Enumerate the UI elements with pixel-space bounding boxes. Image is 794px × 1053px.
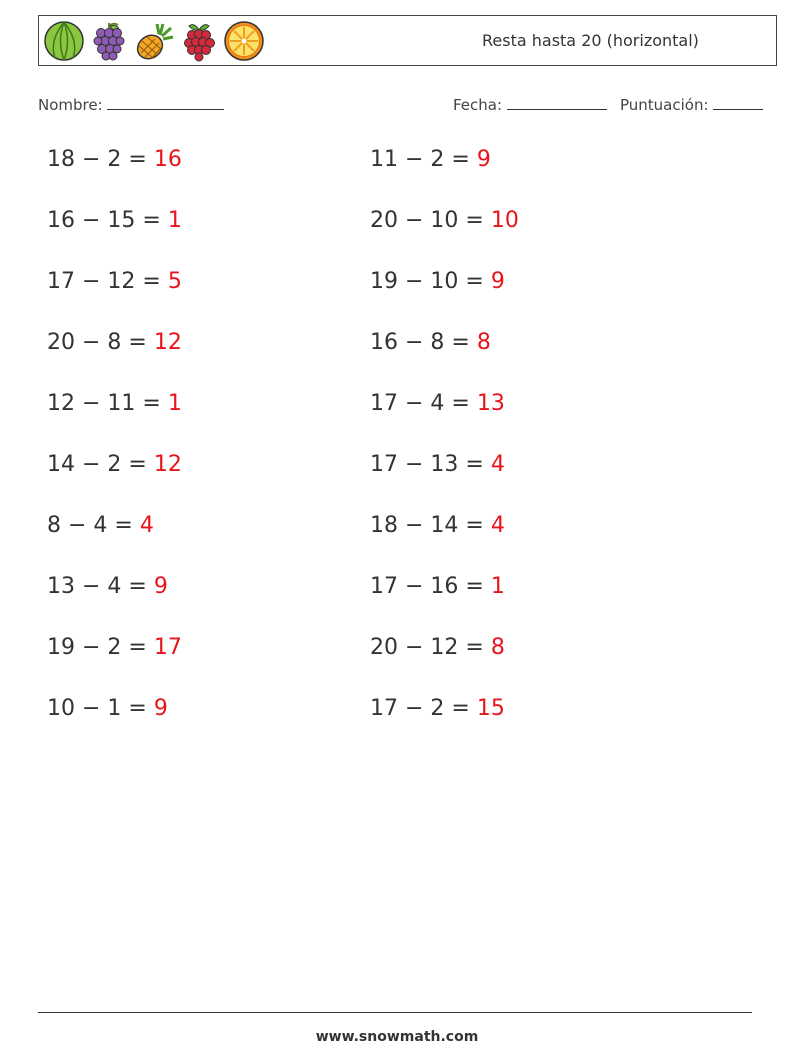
problem-item [47, 635, 182, 660]
problem-answer: 9 [476, 147, 491, 172]
problem-question: 16 − 15 = [47, 208, 161, 233]
problem-question: 17 − 16 = [370, 574, 484, 599]
problem-item [47, 513, 154, 538]
score-blank [713, 94, 763, 110]
problem-item [47, 269, 182, 294]
problem-item [370, 208, 519, 233]
problem-answer: 5 [167, 269, 182, 294]
date-field [453, 94, 607, 114]
raspberry-icon [178, 20, 220, 62]
problem-item [47, 208, 182, 233]
footer-url: www.snowmath.com [315, 1029, 479, 1045]
problem-item [47, 696, 168, 721]
worksheet-title: Resta hasta 20 (horizontal) [482, 31, 699, 50]
problem-answer: 16 [153, 147, 182, 172]
pineapple-icon [133, 20, 175, 62]
problem-answer: 9 [153, 574, 168, 599]
problem-item [370, 635, 505, 660]
problem-answer: 4 [490, 513, 505, 538]
problem-answer: 9 [153, 696, 168, 721]
problem-question: 10 − 1 = [47, 696, 147, 721]
problem-item [370, 147, 491, 172]
worksheet-header [38, 15, 777, 66]
date-blank [507, 94, 607, 110]
problem-item [47, 147, 182, 172]
fruit-icons [43, 20, 268, 62]
problem-item [370, 269, 505, 294]
problem-question: 17 − 4 = [370, 391, 470, 416]
problem-question: 11 − 2 = [370, 147, 470, 172]
grapes-icon [88, 20, 130, 62]
problem-answer: 13 [476, 391, 505, 416]
problem-answer: 1 [167, 208, 182, 233]
problem-item [47, 452, 182, 477]
problem-answer: 1 [167, 391, 182, 416]
problem-question: 19 − 10 = [370, 269, 484, 294]
problem-question: 14 − 2 = [47, 452, 147, 477]
footer-divider [38, 1012, 752, 1013]
problem-item [47, 391, 182, 416]
problem-answer: 4 [139, 513, 154, 538]
problem-item [370, 513, 505, 538]
orange-slice-icon [223, 20, 265, 62]
problem-answer: 12 [153, 330, 182, 355]
problem-item [370, 696, 505, 721]
problem-item [370, 452, 505, 477]
watermelon-icon [43, 20, 85, 62]
problem-answer: 9 [490, 269, 505, 294]
problem-question: 17 − 12 = [47, 269, 161, 294]
score-field [620, 94, 763, 114]
problem-answer: 12 [153, 452, 182, 477]
problem-answer: 8 [490, 635, 505, 660]
problem-question: 13 − 4 = [47, 574, 147, 599]
problem-answer: 4 [490, 452, 505, 477]
problem-answer: 15 [476, 696, 505, 721]
problem-item [47, 574, 168, 599]
problem-answer: 10 [490, 208, 519, 233]
name-label: Nombre: [38, 96, 103, 114]
problem-question: 19 − 2 = [47, 635, 147, 660]
problem-item [370, 330, 491, 355]
problem-item [370, 574, 505, 599]
date-label: Fecha: [453, 96, 503, 114]
problem-question: 8 − 4 = [47, 513, 133, 538]
problem-question: 20 − 12 = [370, 635, 484, 660]
problem-question: 20 − 10 = [370, 208, 484, 233]
problem-item [47, 330, 182, 355]
problem-question: 12 − 11 = [47, 391, 161, 416]
score-label: Puntuación: [620, 96, 709, 114]
name-blank [107, 94, 224, 110]
problem-question: 18 − 14 = [370, 513, 484, 538]
problem-question: 17 − 13 = [370, 452, 484, 477]
problem-item [370, 391, 505, 416]
problem-question: 20 − 8 = [47, 330, 147, 355]
name-field [38, 94, 224, 114]
problem-answer: 1 [490, 574, 505, 599]
problem-answer: 17 [153, 635, 182, 660]
problem-question: 18 − 2 = [47, 147, 147, 172]
problem-answer: 8 [476, 330, 491, 355]
problem-question: 16 − 8 = [370, 330, 470, 355]
problem-question: 17 − 2 = [370, 696, 470, 721]
